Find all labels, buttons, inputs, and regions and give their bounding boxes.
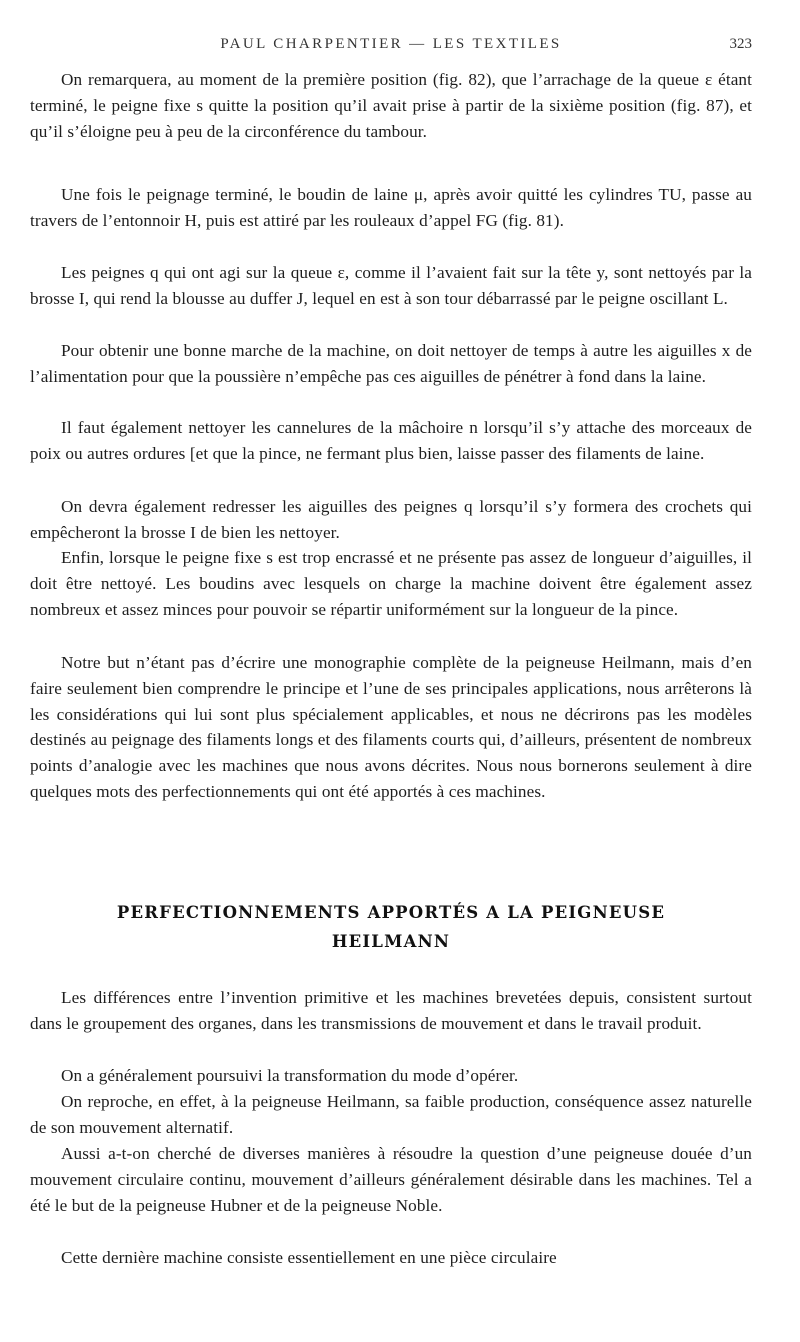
paragraph-differences: Les différences entre l’invention primitive et les machines brevetées depuis, consistent surtout dans le groupement des organes, dans les transmissions de mouvement et dans le travail produit. <box>30 988 752 1033</box>
section-title-line-1: PERFECTIONNEMENTS APPORTÉS A LA PEIGNEUSE <box>116 903 666 922</box>
paragraph-cette-derniere: Cette dernière machine consiste essentiellement en une pièce circulaire <box>61 1248 557 1267</box>
paragraph-first-position: On remarquera, au moment de la première position (fig. 82), que l’arrachage de la queue ε étant terminé, le peigne fixe s quitte la position qu’il avait prise à partir de la sixième position (fig. 87), et qu’il s’éloigne peu à peu de la circonférence du tambour. <box>30 70 752 141</box>
running-head <box>30 36 752 60</box>
paragraph-transformation: On a généralement poursuivi la transformation du mode d’opérer. <box>61 1066 519 1085</box>
running-title: PAUL CHARPENTIER — LES TEXTILES <box>220 36 562 52</box>
book-page <box>30 0 752 1342</box>
paragraph-enfin: Enfin, lorsque le peigne fixe s est trop encrassé et ne présente pas assez de longueur d’aiguilles, il doit être nettoyé. Les boudins avec lesquels on charge la machine doivent être également assez nombreux et assez minces pour pouvoir se répartir uniformément sur la longueur de la pince. <box>30 548 752 619</box>
paragraph-cannelures: Il faut également nettoyer les cannelures de la mâchoire n lorsqu’il s’y attache des morceaux de poix ou autres ordures [et que la pince, ne fermant plus bien, laisse passer des filaments de laine. <box>30 418 752 463</box>
paragraph-notre-but: Notre but n’étant pas d’écrire une monographie complète de la peigneuse Heilmann, mais d’en faire seulement bien comprendre le principe et l’une de ses principales applications, nous arrêterons là les considérations qui lui sont plus spécialement applicables, et nous ne décrirons pas les modèles destinés au peignage des filaments longs et des filaments courts qui, d’ailleurs, présentent de nombreux points d’analogie avec les machines que nous avons décrites. Nous nous bornerons seulement à dire quelques mots des perfectionnements qui ont été apportés à ces machines. <box>30 653 752 801</box>
paragraph-redresser-aiguilles: On devra également redresser les aiguilles des peignes q lorsqu’il s’y formera des crochets qui empêcheront la brosse I de bien les nettoyer. <box>30 497 752 542</box>
section-title-line-2: HEILMANN <box>331 932 451 951</box>
paragraph-bonne-marche: Pour obtenir une bonne marche de la machine, on doit nettoyer de temps à autre les aiguilles x de l’alimentation pour que la poussière n’empêche pas ces aiguilles de pénétrer à fond dans la laine. <box>30 341 752 386</box>
page-number: 323 <box>729 36 752 52</box>
paragraph-boudin: Une fois le peignage terminé, le boudin de laine μ, après avoir quitté les cylindres TU, passe au travers de l’entonnoir H, puis est attiré par les rouleaux d’appel FG (fig. 81). <box>30 185 752 230</box>
paragraph-reproche: On reproche, en effet, à la peigneuse Heilmann, sa faible production, conséquence assez naturelle de son mouvement alternatif. <box>30 1092 752 1137</box>
paragraph-aussi: Aussi a-t-on cherché de diverses manières à résoudre la question d’une peigneuse douée d’un mouvement circulaire continu, mouvement d’ailleurs généralement désirable dans les machines. Tel a été le but de la peigneuse Hubner et de la peigneuse Noble. <box>30 1144 752 1215</box>
section-title <box>30 898 752 956</box>
paragraph-peignes-nettoyes: Les peignes q qui ont agi sur la queue ε, comme il l’avaient fait sur la tête y, sont nettoyés par la brosse I, qui rend la blousse au duffer J, lequel en est à son tour débarrassé par le peigne oscillant L. <box>30 263 752 308</box>
